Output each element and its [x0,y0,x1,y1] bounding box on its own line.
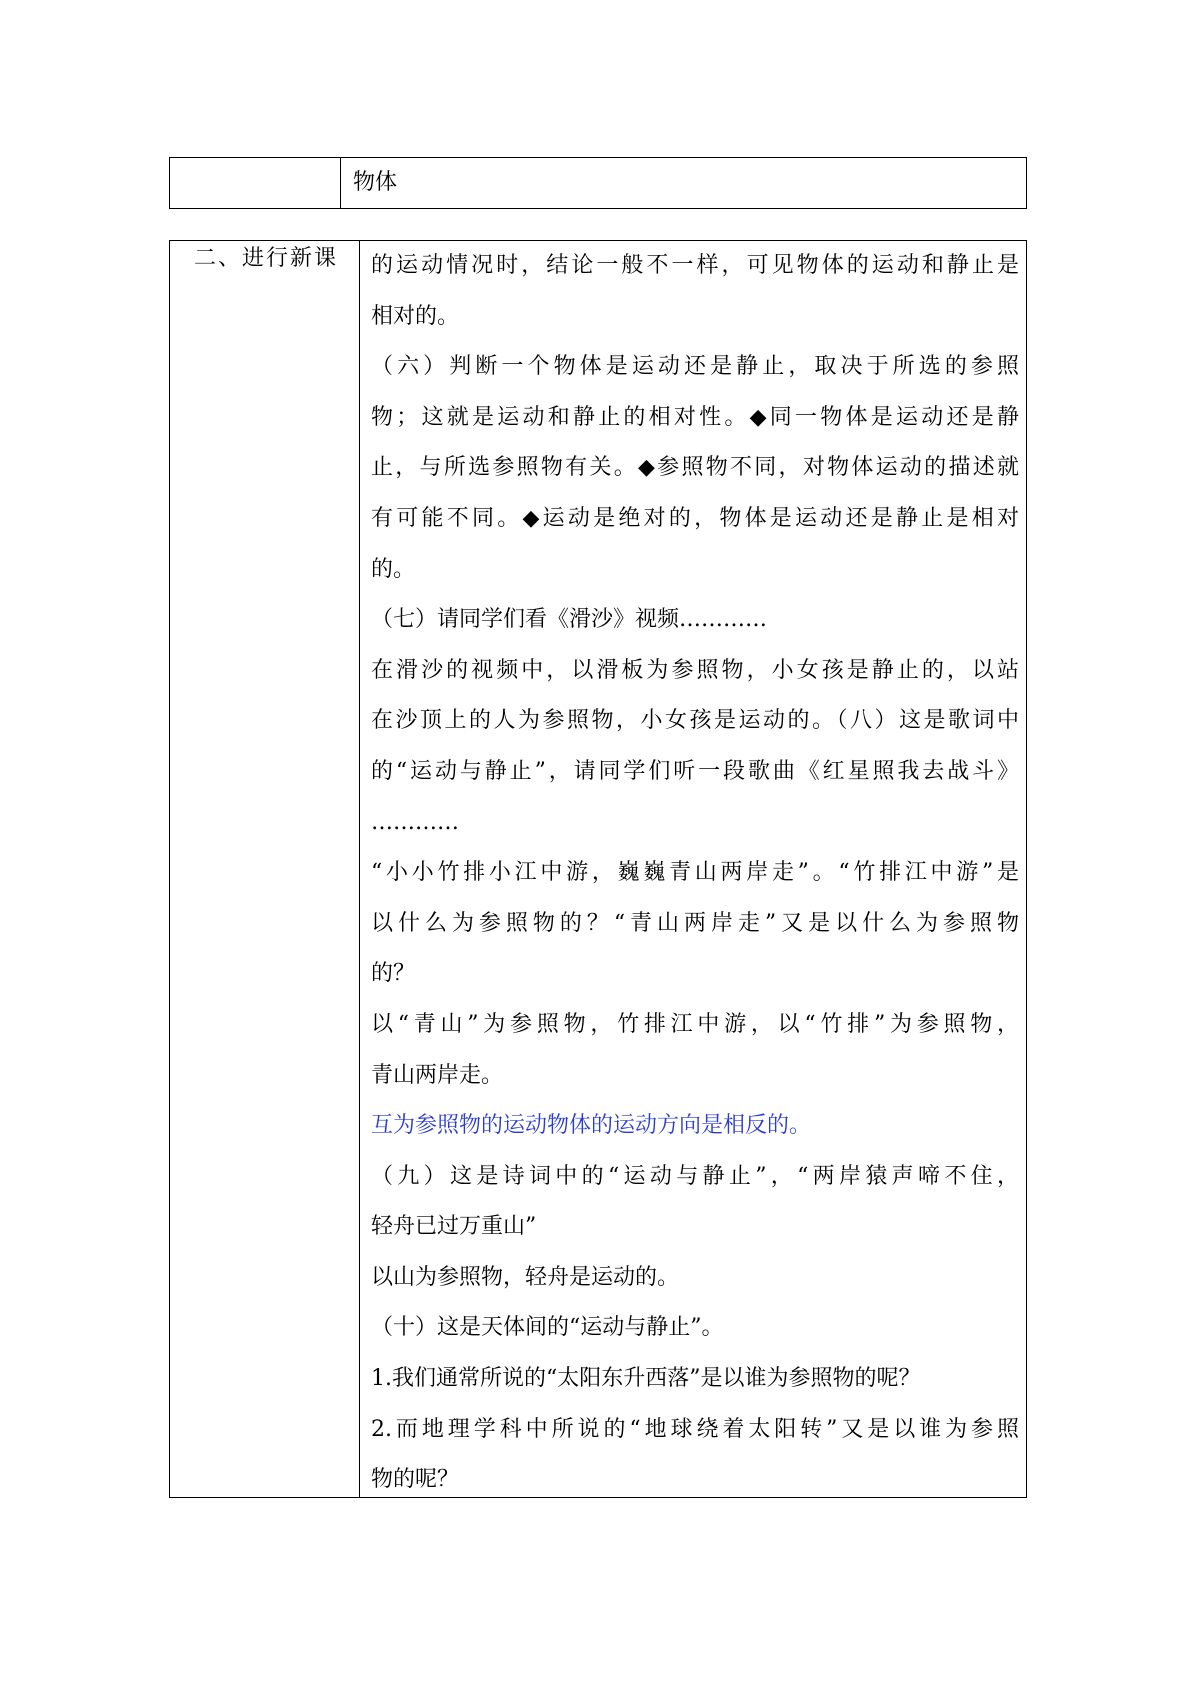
text-line: 在滑沙的视频中，以滑板为参照物，小女孩是静止的，以站 [371,657,1019,683]
text-line: 在沙顶上的人为参照物，小女孩是运动的。（八）这是歌词中 [371,708,1019,734]
text-line: “小小竹排小江中游，巍巍青山两岸走”。“竹排江中游”是 [371,860,1019,886]
text-line: 以什么为参照物的？“青山两岸走”又是以什么为参照物 [371,910,1019,936]
text-line: 的。 [371,556,416,582]
text-line: 1.我们通常所说的“太阳东升西落”是以谁为参照物的呢？ [371,1366,921,1392]
text-line: （七）请同学们看《滑沙》视频………… [371,607,768,633]
top-cell-text: 物体 [353,170,398,195]
text-line: 的？ [371,961,416,987]
text-line: 物；这就是运动和静止的相对性。◆同一物体是运动还是静 [371,404,1019,430]
top-table [169,157,1027,209]
column-divider [340,158,341,208]
text-line: 有可能不同。◆运动是绝对的，物体是运动还是静止是相对 [371,505,1019,531]
text-line: 青山两岸走。 [371,1062,504,1088]
text-line: 2.而地理学科中所说的“地球绕着太阳转”又是以谁为参照 [371,1416,1019,1442]
lesson-table [169,240,1027,1498]
section-label: 二、进行新课 [194,246,339,271]
text-line: （六）判断一个物体是运动还是静止，取决于所选的参照 [371,354,1019,380]
text-line: （九）这是诗词中的“运动与静止”，“两岸猿声啼不住， [371,1163,1019,1189]
text-line: 相对的。 [371,303,460,329]
text-line: （十）这是天体间的“运动与静止”。 [371,1315,724,1341]
text-line: 止，与所选参照物有关。◆参照物不同，对物体运动的描述就 [371,455,1019,481]
text-line: ………… [371,809,459,835]
lesson-body [371,241,1019,1506]
text-line: 的运动情况时，结论一般不一样，可见物体的运动和静止是 [371,253,1019,278]
highlight-line: 互为参照物的运动物体的运动方向是相反的。 [371,1113,812,1139]
text-line: 轻舟已过万重山” [371,1214,537,1240]
text-line: 物的呢？ [371,1467,460,1493]
text-line: 以山为参照物，轻舟是运动的。 [371,1264,680,1290]
text-line: 的“运动与静止”，请同学们听一段歌曲《红星照我去战斗》 [371,758,1019,784]
text-line: 以“青山”为参照物，竹排江中游，以“竹排”为参照物， [371,1011,1019,1037]
column-divider [359,241,360,1497]
